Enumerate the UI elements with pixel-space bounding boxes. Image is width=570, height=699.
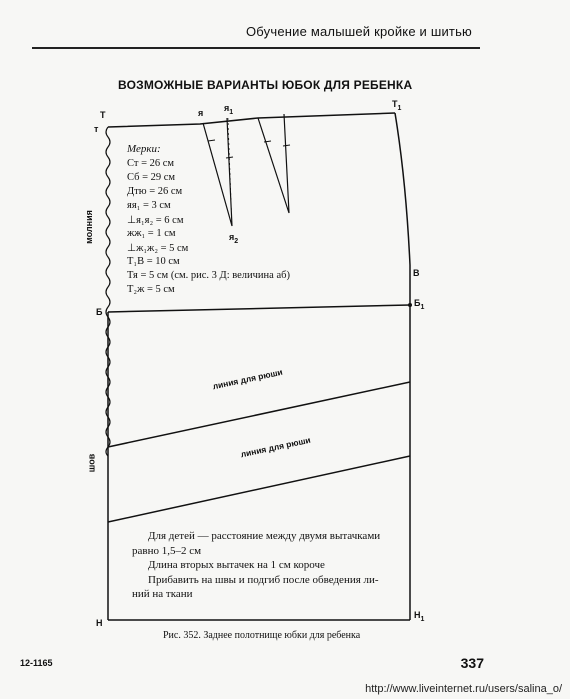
point-label-N1: $Н_1$	[414, 610, 425, 623]
watermark-url: http://www.liveinternet.ru/users/salina_o/	[365, 683, 562, 695]
figure-caption: Рис. 352. Заднее полотнище юбки для ребенка	[163, 630, 361, 641]
measurement-item: Тя = 5 см (см. рис. 3 Д: величина аб)	[127, 270, 290, 281]
ruffle-line-label-2: линия для рюши	[239, 434, 312, 460]
dart-tick	[283, 145, 290, 146]
measurement-item: яя₁ = 3 см	[127, 200, 171, 211]
page-number: 337	[460, 655, 484, 671]
measurement-item: Дтю = 26 см	[127, 186, 183, 197]
point-label-m: т	[94, 124, 99, 134]
point-label-T: Т	[100, 110, 106, 120]
side-seam-line	[395, 113, 410, 620]
measurement-item: жж₁ = 1 см	[127, 228, 176, 239]
ruffle-line-1	[108, 382, 410, 447]
zipper-label: молния	[83, 210, 94, 244]
dart-tick	[226, 157, 233, 158]
point-label-N: Н	[96, 618, 103, 628]
ruffle-line-2	[108, 456, 410, 522]
hip-line	[108, 305, 410, 312]
measurements-heading: Мерки:	[127, 143, 161, 155]
ruffle-line-label-1: линия для рюши	[211, 366, 284, 392]
note-line: Длина вторых вытачек на 1 см короче	[148, 559, 325, 571]
dart-2	[258, 114, 289, 213]
point-dot	[408, 303, 412, 307]
point-label-B1: $Б_1$	[414, 298, 425, 311]
note-line: ний на ткани	[132, 588, 193, 600]
measurement-item: Т₁В = 10 см	[127, 256, 180, 267]
dart-tick	[208, 140, 215, 141]
note-line: Прибавить на швы и подгиб после обведения ли-	[148, 574, 379, 586]
note-line: Для детей — расстояние между двумя вытачками	[148, 530, 381, 542]
measurement-item: Т₂ж = 5 см	[127, 284, 175, 295]
header-title: Обучение малышей кройке и шитью	[245, 24, 472, 39]
note-line: равно 1,5–2 см	[132, 545, 202, 557]
footer-code: 12-1165	[20, 658, 53, 668]
point-label-ya: я	[198, 108, 204, 118]
measurement-item: ⊥ж₁ж₂ = 5 см	[127, 243, 189, 254]
point-label-V: В	[413, 268, 420, 278]
waist-line	[108, 113, 395, 127]
page-title: ВОЗМОЖНЫЕ ВАРИАНТЫ ЮБОК ДЛЯ РЕБЕНКА	[118, 78, 413, 92]
point-label-ya1: $я_1$	[224, 103, 234, 116]
measurement-item: ⊥я₁я₂ = 6 см	[127, 215, 184, 226]
dart-1	[203, 118, 232, 226]
point-label-T1: $Т_1$	[392, 99, 402, 112]
point-label-B: Б	[96, 307, 103, 317]
measurement-item: Ст = 26 см	[127, 158, 175, 169]
point-label-ya2: $я_2$	[229, 232, 239, 245]
seam-label: шов	[86, 453, 97, 473]
measurement-item: Сб = 29 см	[127, 172, 176, 183]
